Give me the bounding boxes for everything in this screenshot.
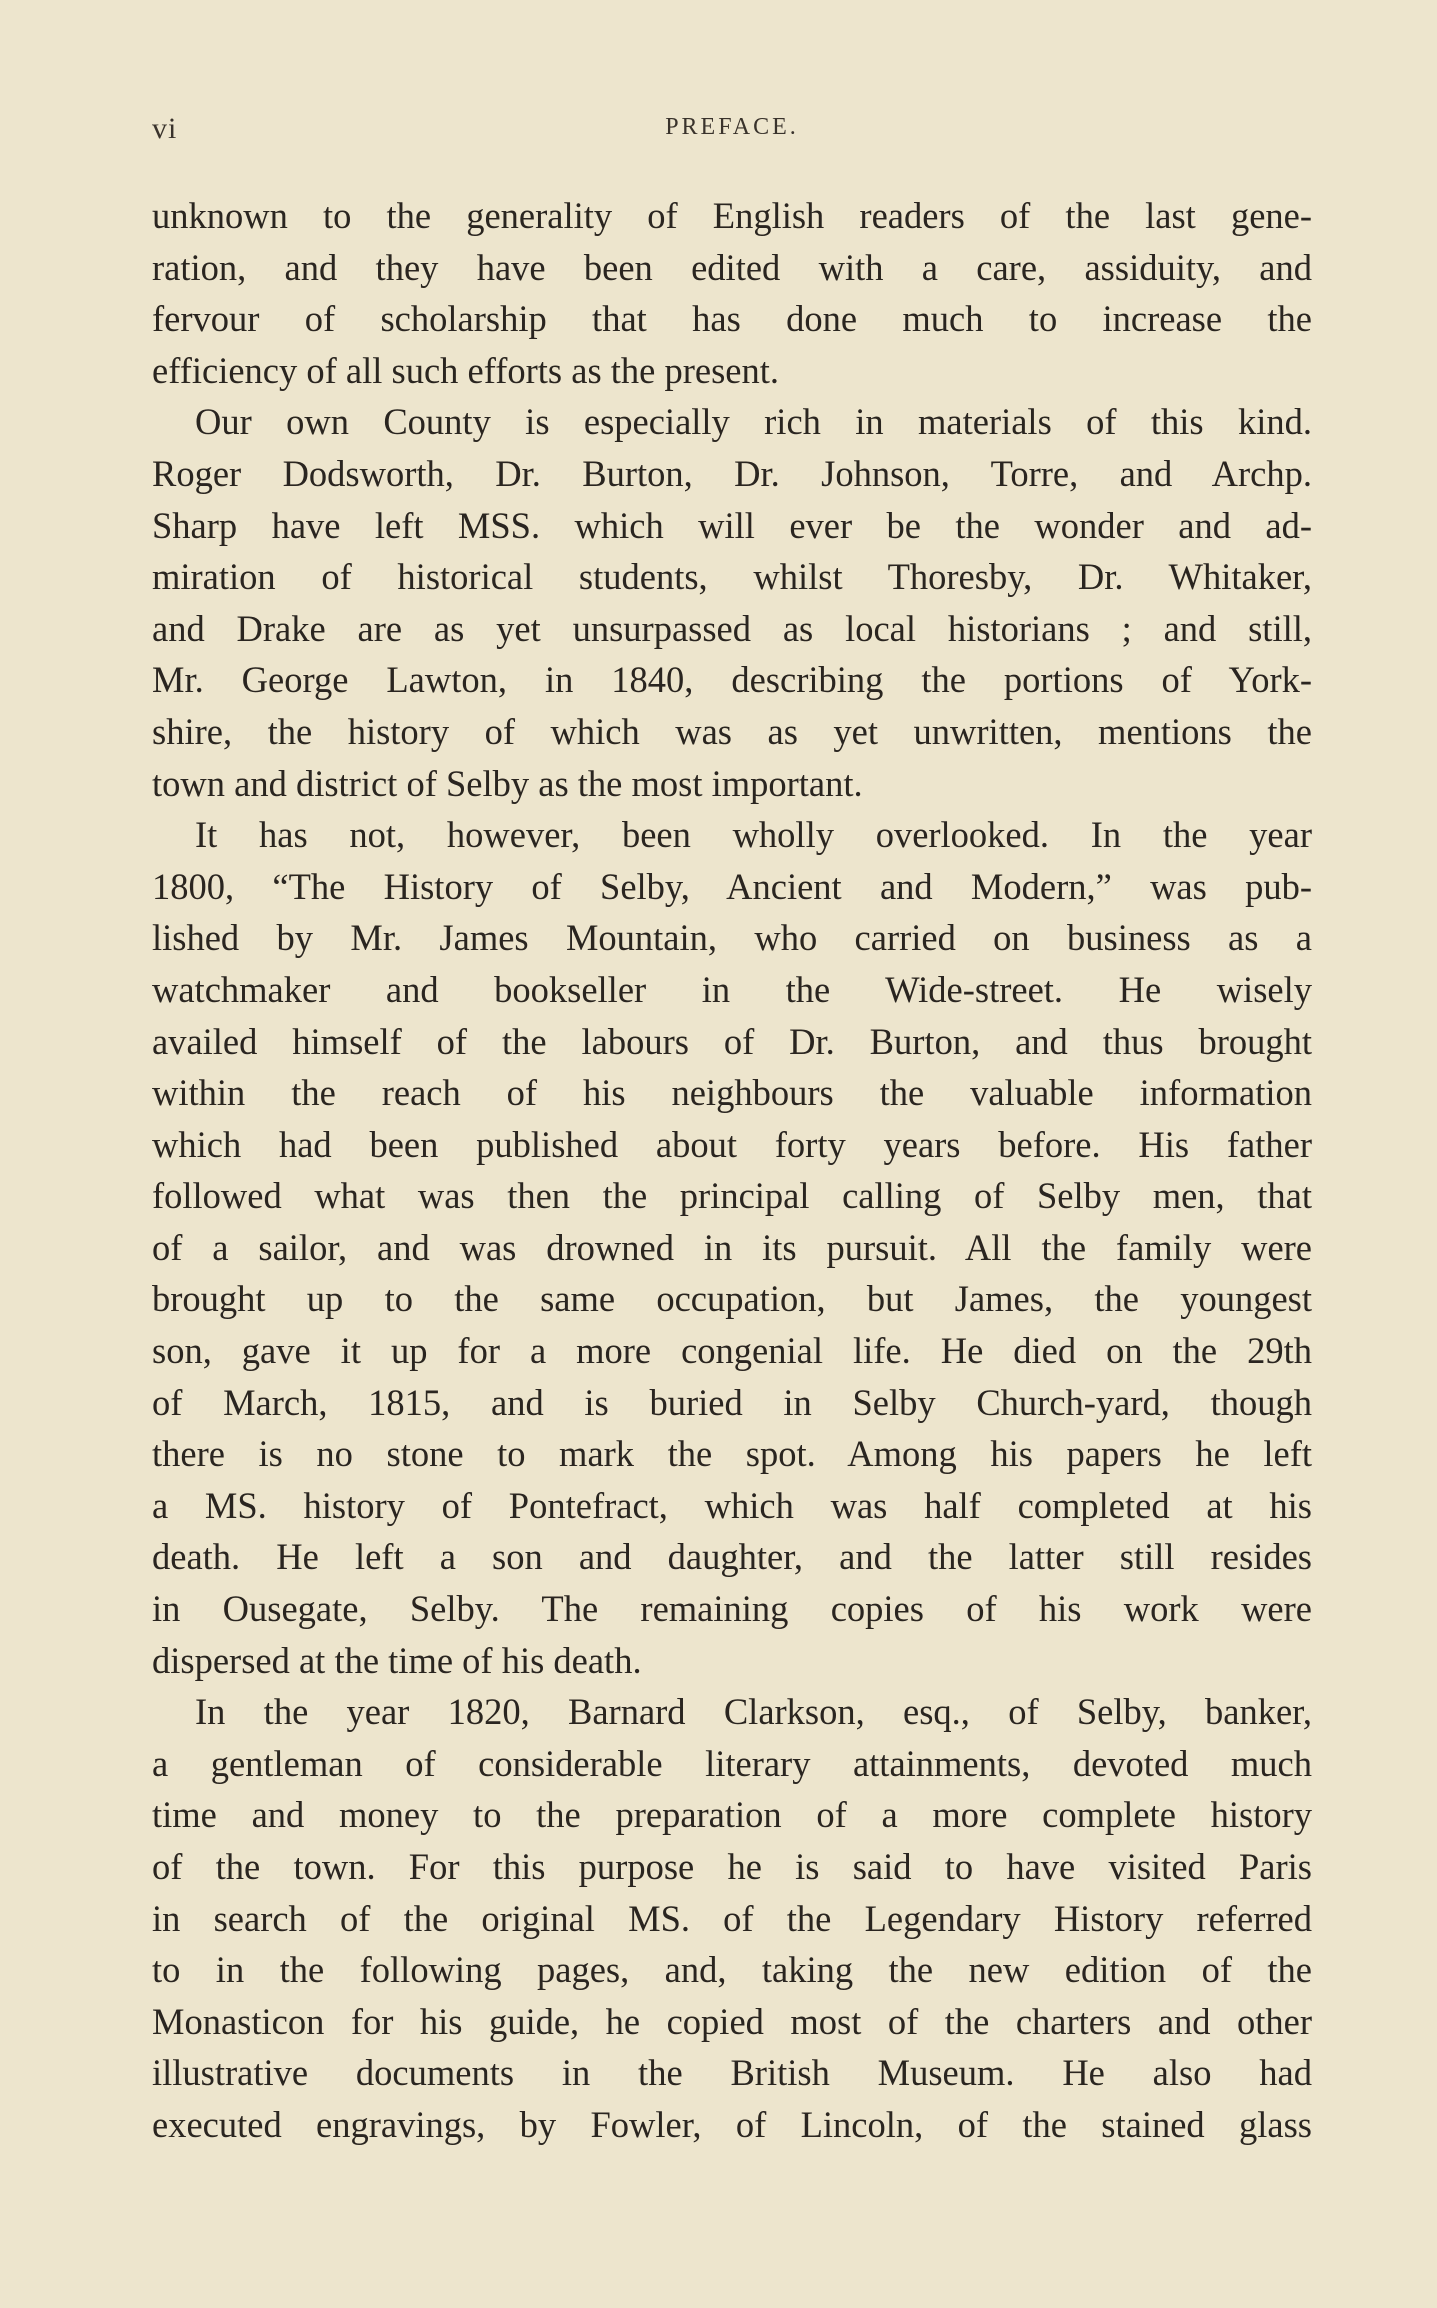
text-line: executed engravings, by Fowler, of Lincoln, of the stained glass	[152, 2103, 1312, 2145]
text-line: lished by Mr. James Mountain, who carried on business as a	[152, 917, 1312, 959]
text-line: Roger Dodsworth, Dr. Burton, Dr. Johnson, Torre, and Archp.	[152, 452, 1312, 494]
text-line: In the year 1820, Barnard Clarkson, esq., of Selby, banker,	[195, 1691, 1312, 1733]
text-line: efficiency of all such efforts as the present.	[152, 349, 780, 391]
page-header	[152, 112, 1312, 152]
page-number: vi	[152, 112, 178, 145]
text-line: shire, the history of which was as yet unwritten, mentions the	[152, 710, 1312, 752]
text-line: Our own County is especially rich in materials of this kind.	[195, 401, 1312, 443]
text-line: and Drake are as yet unsurpassed as local historians ; and still,	[152, 607, 1312, 649]
text-line: ration, and they have been edited with a care, assiduity, and	[152, 246, 1312, 288]
text-line: followed what was then the principal calling of Selby men, that	[152, 1175, 1312, 1217]
running-head: PREFACE.	[665, 114, 799, 140]
text-line: time and money to the preparation of a more complete history	[152, 1794, 1312, 1836]
text-line: availed himself of the labours of Dr. Burton, and thus brought	[152, 1020, 1312, 1062]
text-line: within the reach of his neighbours the valuable information	[152, 1072, 1312, 1114]
text-line: Mr. George Lawton, in 1840, describing the portions of York-	[152, 659, 1312, 701]
text-line: Monasticon for his guide, he copied most of the charters and other	[152, 2000, 1312, 2042]
text-line: of the town. For this purpose he is said to have visited Paris	[152, 1846, 1312, 1887]
text-line: It has not, however, been wholly overlooked. In the year	[195, 814, 1312, 856]
text-line: a gentleman of considerable literary attainments, devoted much	[152, 1742, 1312, 1784]
text-line: unknown to the generality of English readers of the last gene-	[152, 195, 1312, 236]
text-line: son, gave it up for a more congenial life. He died on the 29th	[152, 1330, 1312, 1372]
text-line: to in the following pages, and, taking the new edition of the	[152, 1949, 1312, 1991]
text-line: of March, 1815, and is buried in Selby Church-yard, though	[152, 1381, 1312, 1423]
text-line: in Ousegate, Selby. The remaining copies of his work were	[152, 1588, 1312, 1630]
text-line: 1800, “The History of Selby, Ancient and Modern,” was pub-	[152, 865, 1312, 907]
text-line: illustrative documents in the British Museum. He also had	[152, 2052, 1312, 2094]
text-line: brought up to the same occupation, but James, the youngest	[152, 1278, 1312, 1320]
text-line: which had been published about forty years before. His father	[152, 1123, 1312, 1165]
text-line: watchmaker and bookseller in the Wide-street. He wisely	[152, 968, 1312, 1010]
body-text	[152, 190, 1312, 2151]
text-line: a MS. history of Pontefract, which was half completed at his	[152, 1484, 1312, 1526]
text-line: of a sailor, and was drowned in its pursuit. All the family were	[152, 1226, 1312, 1268]
text-line: miration of historical students, whilst Thoresby, Dr. Whitaker,	[152, 556, 1312, 598]
text-line: fervour of scholarship that has done much to increase the	[152, 298, 1312, 340]
text-line: in search of the original MS. of the Legendary History referred	[152, 1897, 1312, 1939]
text-line: there is no stone to mark the spot. Among his papers he left	[152, 1433, 1312, 1475]
text-line: Sharp have left MSS. which will ever be the wonder and ad-	[152, 504, 1312, 546]
text-line: dispersed at the time of his death.	[152, 1639, 642, 1681]
text-line: town and district of Selby as the most important.	[152, 762, 863, 804]
text-line: death. He left a son and daughter, and the latter still resides	[152, 1536, 1312, 1578]
